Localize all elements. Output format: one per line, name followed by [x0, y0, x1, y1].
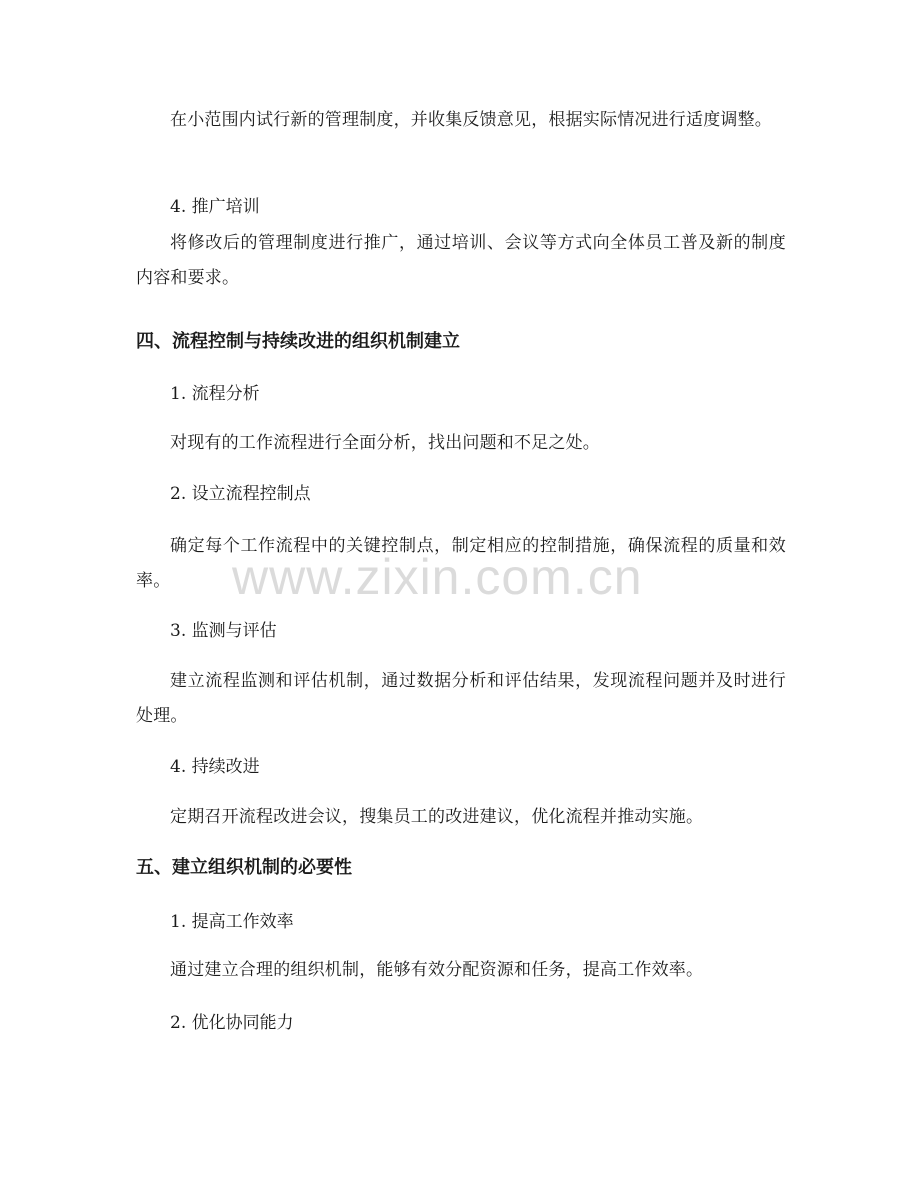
paragraph-control-points: 确定每个工作流程中的关键控制点，制定相应的控制措施，确保流程的质量和效率。	[136, 536, 786, 591]
list-item-efficiency: 1. 提高工作效率	[170, 912, 294, 932]
paragraph-promote-training: 将修改后的管理制度进行推广，通过培训、会议等方式向全体员工普及新的制度内容和要求。	[136, 233, 786, 288]
paragraph-monitor-evaluate: 建立流程监测和评估机制，通过数据分析和评估结果，发现流程问题并及时进行处理。	[136, 671, 786, 726]
section-heading-five: 五、建立组织机制的必要性	[136, 857, 352, 878]
paragraph-pilot: 在小范围内试行新的管理制度，并收集反馈意见，根据实际情况进行适度调整。	[170, 110, 772, 130]
section-heading-four: 四、流程控制与持续改进的组织机制建立	[136, 331, 460, 352]
list-item-process-analysis: 1. 流程分析	[170, 384, 260, 404]
paragraph-efficiency: 通过建立合理的组织机制，能够有效分配资源和任务，提高工作效率。	[170, 960, 704, 980]
paragraph-process-analysis: 对现有的工作流程进行全面分析，找出问题和不足之处。	[170, 433, 600, 453]
paragraph-continuous-improvement: 定期召开流程改进会议，搜集员工的改进建议，优化流程并推动实施。	[170, 807, 704, 827]
list-item-monitor-evaluate: 3. 监测与评估	[170, 621, 277, 641]
list-item-control-points: 2. 设立流程控制点	[170, 484, 311, 504]
watermark-text: www.zixin.com.cn	[232, 549, 643, 605]
list-item-continuous-improvement: 4. 持续改进	[170, 757, 260, 777]
list-item-synergy: 2. 优化协同能力	[170, 1013, 294, 1033]
list-item-promote-training: 4. 推广培训	[170, 197, 260, 217]
